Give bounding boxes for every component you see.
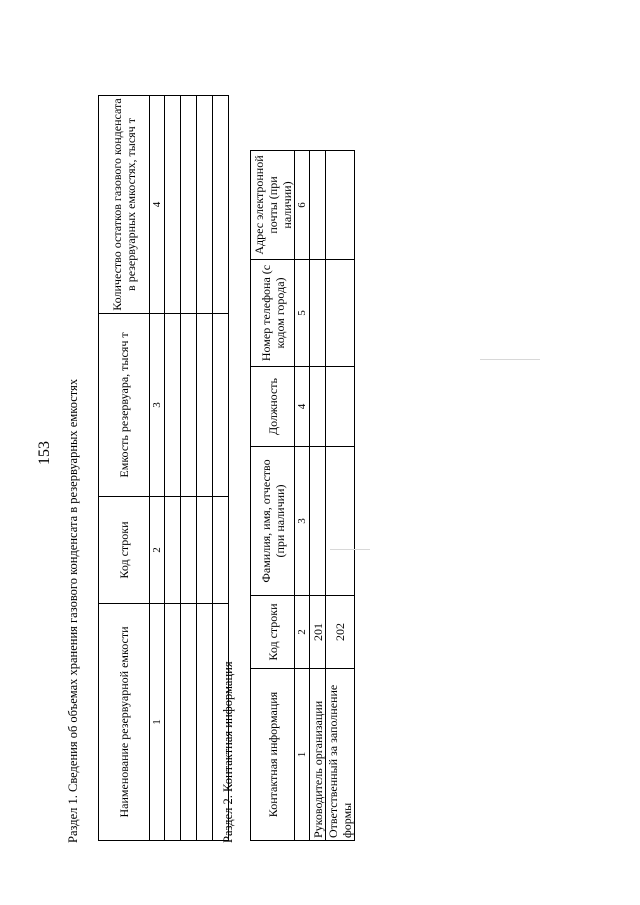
table-cell [310, 260, 326, 367]
scan-artifact [330, 549, 370, 550]
column-header-row-code: Код строки [251, 596, 295, 669]
storage-volume-table [98, 95, 229, 841]
table-cell [165, 604, 181, 841]
table-row [165, 96, 181, 841]
column-header-phone: Номер телефона (с кодом города) [251, 260, 295, 367]
column-number: 2 [150, 497, 165, 604]
column-number: 4 [295, 367, 310, 447]
column-header-tank-capacity: Емкость резервуара, тысяч т [99, 314, 150, 497]
table-cell [165, 314, 181, 497]
table-row [181, 96, 197, 841]
table-header-row [251, 151, 295, 841]
table-cell [165, 497, 181, 604]
table-cell [181, 314, 197, 497]
table-cell [310, 367, 326, 447]
table-cell [197, 314, 213, 497]
table-cell [310, 151, 326, 260]
table-cell [213, 314, 229, 497]
column-header-tank-name: Наименование резервуарной емкости [99, 604, 150, 841]
column-number: 2 [295, 596, 310, 669]
contact-role-responsible: Ответственный за заполнение формы [326, 669, 355, 841]
table-cell [197, 604, 213, 841]
column-header-contact-info: Контактная информация [251, 669, 295, 841]
column-number: 3 [295, 447, 310, 596]
table-header-row [99, 96, 150, 841]
column-header-condensate-remainder: Количество остатков газового конденсата в резервуарных емкостях, тысяч т [99, 96, 150, 314]
table-cell [197, 96, 213, 314]
table-cell [213, 497, 229, 604]
contact-info-table [250, 150, 355, 841]
table-cell [181, 497, 197, 604]
table-cell [181, 604, 197, 841]
table-row [197, 96, 213, 841]
table-cell [310, 447, 326, 596]
column-number: 3 [150, 314, 165, 497]
column-number: 6 [295, 151, 310, 260]
table-cell [213, 96, 229, 314]
column-number-row [295, 151, 310, 841]
row-code: 201 [310, 596, 326, 669]
row-code: 202 [326, 596, 355, 669]
table-cell [326, 151, 355, 260]
column-number: 4 [150, 96, 165, 314]
column-header-email: Адрес электронной почты (при наличии) [251, 151, 295, 260]
table-cell [165, 96, 181, 314]
scan-artifact [480, 359, 540, 360]
table-cell [326, 447, 355, 596]
column-header-full-name: Фамилия, имя, отчество (при наличии) [251, 447, 295, 596]
table-row [326, 151, 355, 841]
column-header-position: Должность [251, 367, 295, 447]
page-number: 153 [36, 441, 53, 465]
table-cell [197, 497, 213, 604]
column-number-row [150, 96, 165, 841]
column-number: 1 [150, 604, 165, 841]
contact-role-head: Руководитель организации [310, 669, 326, 841]
section1-title: Раздел 1. Сведения об объемах хранения газового конденсата в резервуарных емкостях [66, 378, 80, 843]
table-row [310, 151, 326, 841]
table-cell [326, 260, 355, 367]
table-cell [326, 367, 355, 447]
table-cell [181, 96, 197, 314]
column-number: 5 [295, 260, 310, 367]
column-number: 1 [295, 669, 310, 841]
column-header-row-code: Код строки [99, 497, 150, 604]
section2-title: Раздел 2. Контактная информация [221, 661, 235, 843]
